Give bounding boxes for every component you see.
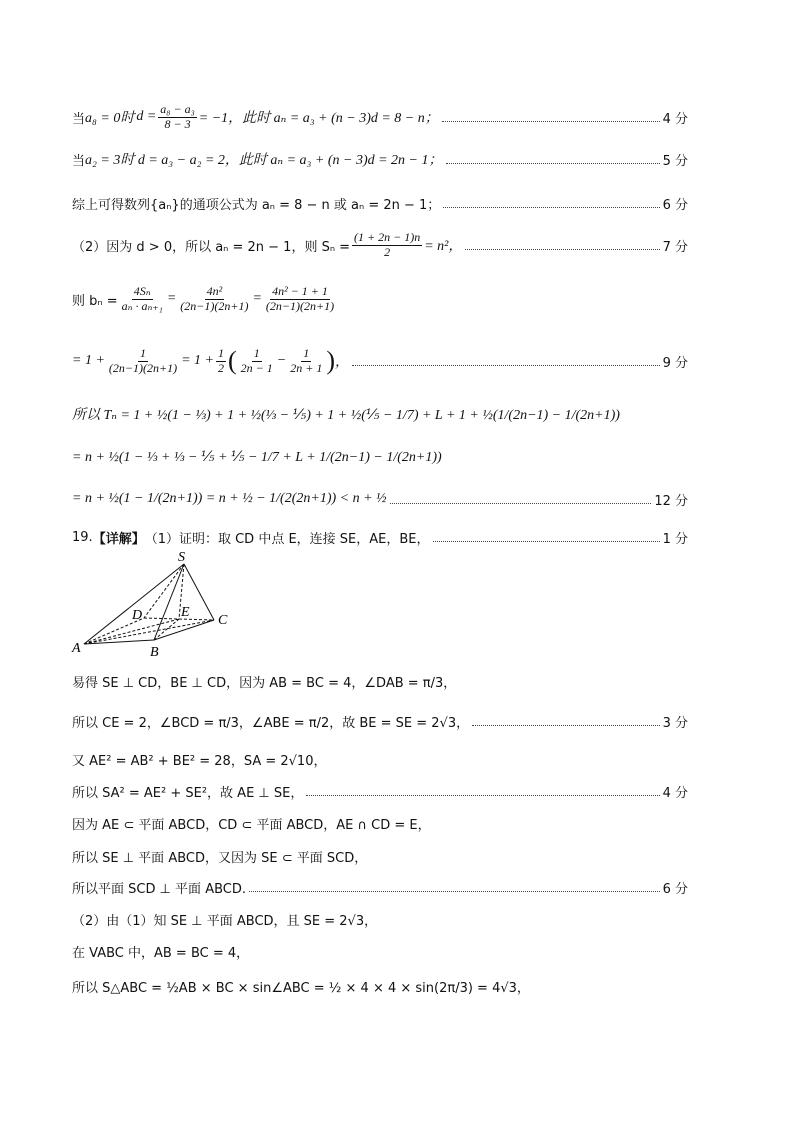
fraction: [264, 285, 336, 314]
edge-sa: [84, 564, 184, 644]
text: 所以 S△ABC = ½AB × BC × sin∠ABC = ½ × 4 × 4 × sin(2π/3) = 4√3，: [72, 980, 530, 996]
solution-line-3: [72, 192, 688, 214]
text: 当: [72, 111, 86, 127]
fraction-numerator: 4n²: [206, 283, 223, 298]
pyramid-figure: [68, 550, 238, 658]
fraction: [288, 347, 324, 376]
fraction-numerator: 1: [253, 345, 260, 360]
leader-dots: [352, 365, 660, 366]
solution-line-5: 则 bₙ = $\frac{\text{4Sₙ}}{\text{aₙ · aₙ₊₁}}$ = $\frac{\text{4n²}}{(2n-1)(2n+1)}$ = $\frac{\text{4n² − 1 + 1}}{(2n-1)(2n+1)}$: [72, 283, 335, 313]
fraction-denominator: 2: [218, 360, 224, 375]
text: 所以 SA² = AE² + SE²，故 AE ⊥ SE，: [72, 785, 304, 801]
score-mark: 1 分: [662, 531, 688, 547]
fraction: [120, 285, 165, 314]
vertex-label-e: E: [181, 605, 190, 620]
text: 易得 SE ⊥ CD，BE ⊥ CD，因为 AB = BC = 4，∠DAB = π/3，: [72, 675, 457, 691]
solution-line-13: [72, 748, 688, 770]
math: = 1 +: [72, 353, 105, 368]
score-mark: 6 分: [662, 197, 688, 213]
score-mark: 5 分: [662, 153, 688, 169]
fraction-numerator: 1: [218, 345, 224, 360]
fraction-denominator: 2: [384, 244, 391, 259]
text: 所以 CE = 2，∠BCD = π/3，∠ABE = π/2，故 BE = SE = 2√3，: [72, 715, 470, 731]
solution-line-2: [72, 148, 688, 170]
vertex-label-b: B: [150, 645, 159, 658]
text: 因为 AE ⊂ 平面 ABCD，CD ⊂ 平面 ABCD，AE ∩ CD = E，: [72, 817, 431, 833]
solution-line-15: [72, 812, 688, 834]
math: a₂ = 3时 d = a₃ − a₂ = 2，此时 aₙ = a₃ + (n − 3)d = 2n − 1；: [85, 153, 443, 168]
leader-dots: [465, 249, 659, 250]
fraction-denominator: 2n + 1: [290, 360, 323, 375]
leader-dots: [306, 795, 659, 796]
leader-dots: [446, 163, 660, 164]
text: 综上可得数列{aₙ}的通项公式为 aₙ = 8 − n 或 aₙ = 2n − 1；: [72, 197, 441, 213]
score-mark: 4 分: [662, 111, 688, 127]
math: ，: [335, 355, 350, 370]
math: = n + ½(1 − 1/(2n+1)) = n + ½ − 1/(2(2n+1)) < n + ½: [72, 491, 387, 506]
leader-dots: [433, 541, 660, 542]
fraction: [239, 347, 275, 376]
fraction-numerator: 4n² − 1 + 1: [272, 283, 328, 298]
vertex-label-c: C: [218, 613, 228, 628]
solution-line-7: [72, 400, 688, 428]
fraction-numerator: 1: [303, 345, 310, 360]
leader-dots: [390, 503, 652, 504]
solution-line-1: 当 a₈ = 0时 d = $\frac{\text{a₈ − a₃}}{8 - 3}$ = −1，此时 aₙ = a₃ + (n − 3)d = 8 − n； 4 分: [72, 101, 688, 131]
score-mark: 7 分: [662, 239, 688, 255]
leader-dots: [249, 891, 660, 892]
leader-dots: [472, 725, 659, 726]
solution-line-17: [72, 876, 688, 898]
score-mark: 4 分: [662, 785, 688, 801]
solution-line-8: [72, 443, 688, 471]
leader-dots: [443, 207, 659, 208]
text: 所以 SE ⊥ 平面 ABCD，又因为 SE ⊂ 平面 SCD，: [72, 850, 368, 866]
text: （1）证明：取 CD 中点 E，连接 SE，AE，BE，: [144, 531, 430, 547]
score-mark: 6 分: [662, 881, 688, 897]
math: = 1 +: [181, 353, 214, 368]
solution-line-12: [72, 708, 688, 734]
solution-line-11: [72, 668, 688, 694]
fraction-numerator: 4Sₙ: [133, 283, 151, 298]
solution-line-16: [72, 845, 688, 867]
score-mark: 9 分: [662, 355, 688, 371]
text: 当: [72, 153, 86, 169]
fraction-denominator: 2n − 1: [240, 360, 273, 375]
solution-line-9: [72, 485, 688, 513]
detail-tag: 【详解】: [92, 531, 145, 547]
fraction-denominator: 8 − 3: [164, 116, 191, 131]
text: 则 bₙ =: [72, 293, 118, 309]
fraction: [216, 347, 226, 376]
score-mark: 12 分: [654, 493, 688, 509]
fraction: [107, 347, 179, 376]
fraction-denominator: aₙ · aₙ₊₁: [121, 298, 163, 313]
math: = −1，此时 aₙ = a₃ + (n − 3)d = 8 − n；: [198, 111, 439, 126]
math: −: [276, 353, 287, 368]
solution-line-18: [72, 908, 688, 930]
text: （2）由（1）知 SE ⊥ 平面 ABCD，且 SE = 2√3，: [72, 913, 378, 929]
leader-dots: [442, 121, 660, 122]
solution-line-19: [72, 940, 688, 962]
fraction: [178, 285, 250, 314]
solution-line-10: [72, 526, 688, 548]
question-number: 19.: [72, 529, 93, 545]
text: 在 VABC 中，AB = BC = 4，: [72, 945, 250, 961]
text: 所以平面 SCD ⊥ 平面 ABCD.: [72, 881, 246, 897]
math: = n²，: [424, 239, 463, 254]
solution-line-14: [72, 780, 688, 802]
vertex-label-d: D: [132, 608, 143, 623]
fraction-denominator: (2n−1)(2n+1): [108, 360, 178, 375]
fraction-denominator: (2n−1)(2n+1): [180, 298, 249, 313]
solution-line-20: [72, 972, 688, 1000]
math: = n + ½(1 − ⅓ + ⅓ − ⅕ + ⅕ − 1/7 + L + 1/(2n−1) − 1/(2n+1)): [72, 449, 442, 465]
math: a₈ = 0时: [85, 111, 135, 126]
math: 所以 Tₙ = 1 + ½(1 − ⅓) + 1 + ½(⅓ − ⅕) + 1 + ½(⅕ − 1/7) + L + 1 + ½(1/(2n−1) − 1/(2n+1)): [72, 408, 620, 423]
text: （2）因为 d > 0，所以 aₙ = 2n − 1，则 Sₙ =: [72, 239, 351, 255]
fraction: [352, 231, 422, 260]
fraction-numerator: a₈ − a₃: [160, 101, 195, 116]
score-mark: 3 分: [662, 715, 688, 731]
vertex-label-a: A: [72, 641, 81, 656]
vertex-label-s: S: [178, 550, 185, 565]
fraction: [158, 103, 196, 132]
text: 又 AE² = AB² + BE² = 28，SA = 2√10，: [72, 753, 327, 769]
solution-line-4: [72, 228, 688, 262]
solution-line-6: = 1 + $\frac{1}{(2n-1)(2n+1)}$ = 1 + $\frac{1}{2}$ ( $\frac{1}{2n - 1}$ − $\frac{1}{2n + 1}$ ) ， 9 分: [72, 345, 688, 375]
fraction-numerator: (1 + 2n − 1)n: [354, 229, 421, 244]
fraction-denominator: (2n−1)(2n+1): [265, 298, 335, 313]
fraction-numerator: 1: [140, 345, 146, 360]
